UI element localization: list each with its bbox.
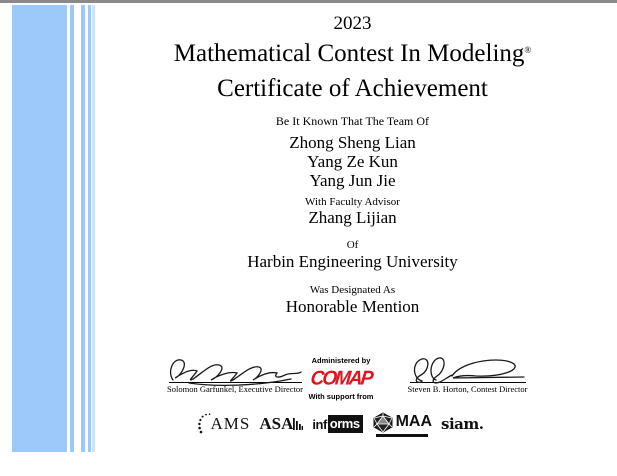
maa-tagline-bar	[376, 434, 428, 437]
decorative-stripe-thin-4	[92, 5, 95, 452]
informs-logo-boxed-text: orms	[328, 415, 363, 433]
informs-logo-prefix: inf	[312, 416, 327, 432]
decorative-stripe-thin-2	[81, 5, 85, 452]
team-member-2: Yang Ze Kun	[307, 152, 398, 171]
informs-logo	[312, 415, 362, 433]
certificate-title-text: Mathematical Contest In Modeling	[173, 40, 525, 67]
institution-name: Harbin Engineering University	[247, 252, 458, 271]
siam-logo	[441, 415, 483, 433]
team-member-1: Zhong Sheng Lian	[289, 133, 416, 152]
maa-polyhedron-icon	[372, 412, 394, 433]
asa-logo-text: ASA	[259, 414, 294, 433]
ams-logo	[197, 413, 251, 435]
of-label: Of	[346, 239, 359, 251]
maa-logo	[372, 412, 432, 437]
registered-trademark-mark: ®	[524, 45, 532, 55]
certificate-year: 2023	[333, 13, 372, 34]
designation-name: Honorable Mention	[285, 297, 420, 316]
contest-director-caption: Steven B. Horton, Contest Director	[407, 384, 528, 394]
contest-director-signature-block	[400, 350, 535, 394]
asa-logo	[259, 414, 303, 434]
maa-logo-text: MAA	[395, 413, 433, 430]
administered-by-block	[295, 357, 387, 400]
certificate-title	[95, 41, 610, 66]
advisor-name: Zhang Lijian	[308, 208, 397, 227]
asa-bars-icon	[293, 414, 303, 434]
decorative-stripe-thin-3	[88, 5, 91, 452]
signature-line-right	[410, 382, 526, 383]
sponsor-logos-row	[190, 409, 490, 439]
comap-logo: COMAP	[309, 366, 373, 390]
advisor-intro-label: With Faculty Advisor	[305, 196, 400, 208]
maa-logo-top	[372, 412, 432, 433]
decorative-stripe-wide	[12, 5, 67, 452]
certificate-subtitle: Certificate of Achievement	[217, 75, 488, 102]
ams-logo-text: AMS	[210, 414, 251, 433]
team-member-3: Yang Jun Jie	[309, 171, 396, 190]
support-from-label: With support from	[308, 391, 374, 401]
administered-by-label: Administered by	[311, 356, 371, 365]
executive-director-caption: Solomon Garfunkel, Executive Director	[167, 384, 303, 394]
siam-logo-text: siam.	[441, 415, 484, 433]
decorative-stripe-thin-1	[70, 5, 74, 452]
designation-intro-label: Was Designated As	[309, 284, 396, 296]
top-border-line	[0, 0, 617, 3]
ams-dots-arc-icon	[197, 413, 211, 435]
executive-director-signature-block	[160, 350, 310, 394]
team-intro-label: Be It Known That The Team Of	[275, 114, 430, 128]
